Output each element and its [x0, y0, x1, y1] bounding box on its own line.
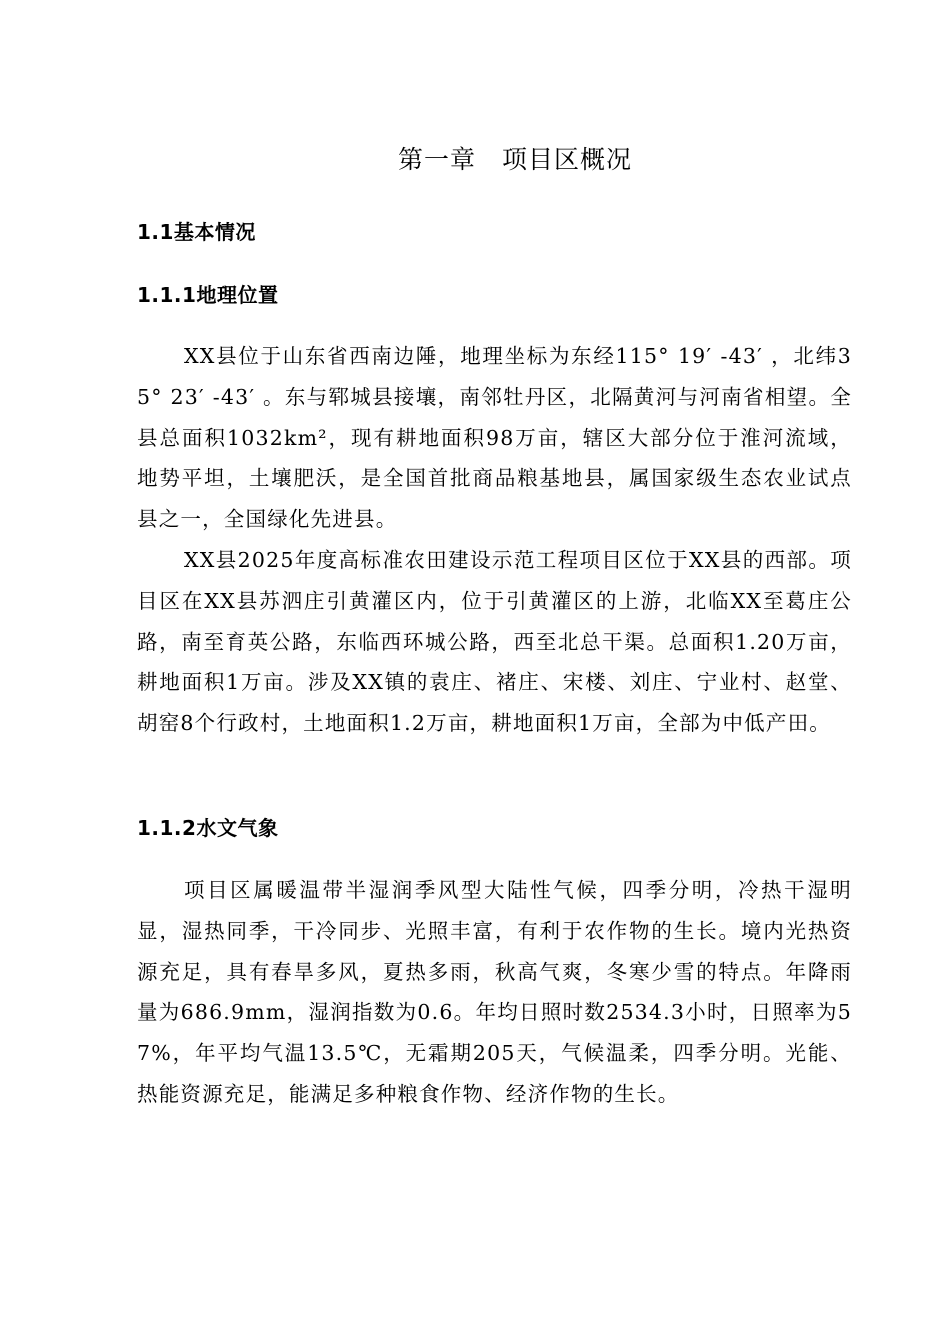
chapter-name: 项目区概况 [502, 145, 633, 174]
chapter-title [0, 140, 950, 180]
chapter-label: 第一章 [397, 145, 476, 174]
paragraph-geography-2: XX县2025年度高标准农田建设示范工程项目区位于XX县的西部。项目区在XX县苏泗庄引黄灌区内，位于引黄灌区的上游，北临XX至葛庄公路，南至育英公路，东临西环城公路，西至北总干渠。总面积1.20万亩，耕地面积1万亩。涉及XX镇的袁庄、褚庄、宋楼、刘庄、宁业村、赵堂、胡窑8个行政村，土地面积1.2万亩，耕地面积1万亩，全部为中低产田。 [137, 548, 852, 736]
section-heading-1-1-2: 1.1.2水文气象 [137, 816, 279, 840]
paragraph-climate: 项目区属暖温带半湿润季风型大陆性气候，四季分明，冷热干湿明显，湿热同季，干冷同步、光照丰富，有利于农作物的生长。境内光热资源充足，具有春旱多风，夏热多雨，秋高气爽，冬寒少雪的特点。年降雨量为686.9mm，湿润指数为0.6。年均日照时数2534.3小时，日照率为57%，年平均气温13.5℃，无霜期205天，气候温柔，四季分明。光能、热能资源充足，能满足多种粮食作物、经济作物的生长。 [137, 878, 852, 1106]
paragraph-geography-1: XX县位于山东省西南边陲，地理坐标为东经115° 19′ -43′ ，北纬35° 23′ -43′ 。东与郓城县接壤，南邻牡丹区，北隔黄河与河南省相望。全县总面积1032km²，现有耕地面积98万亩，辖区大部分位于淮河流域，地势平坦，土壤肥沃，是全国首批商品粮基地县，属国家级生态农业试点县之一，全国绿化先进县。 [137, 344, 852, 532]
section-heading-1-1: 1.1基本情况 [137, 220, 256, 244]
section-heading-1-1-1: 1.1.1地理位置 [137, 283, 279, 307]
